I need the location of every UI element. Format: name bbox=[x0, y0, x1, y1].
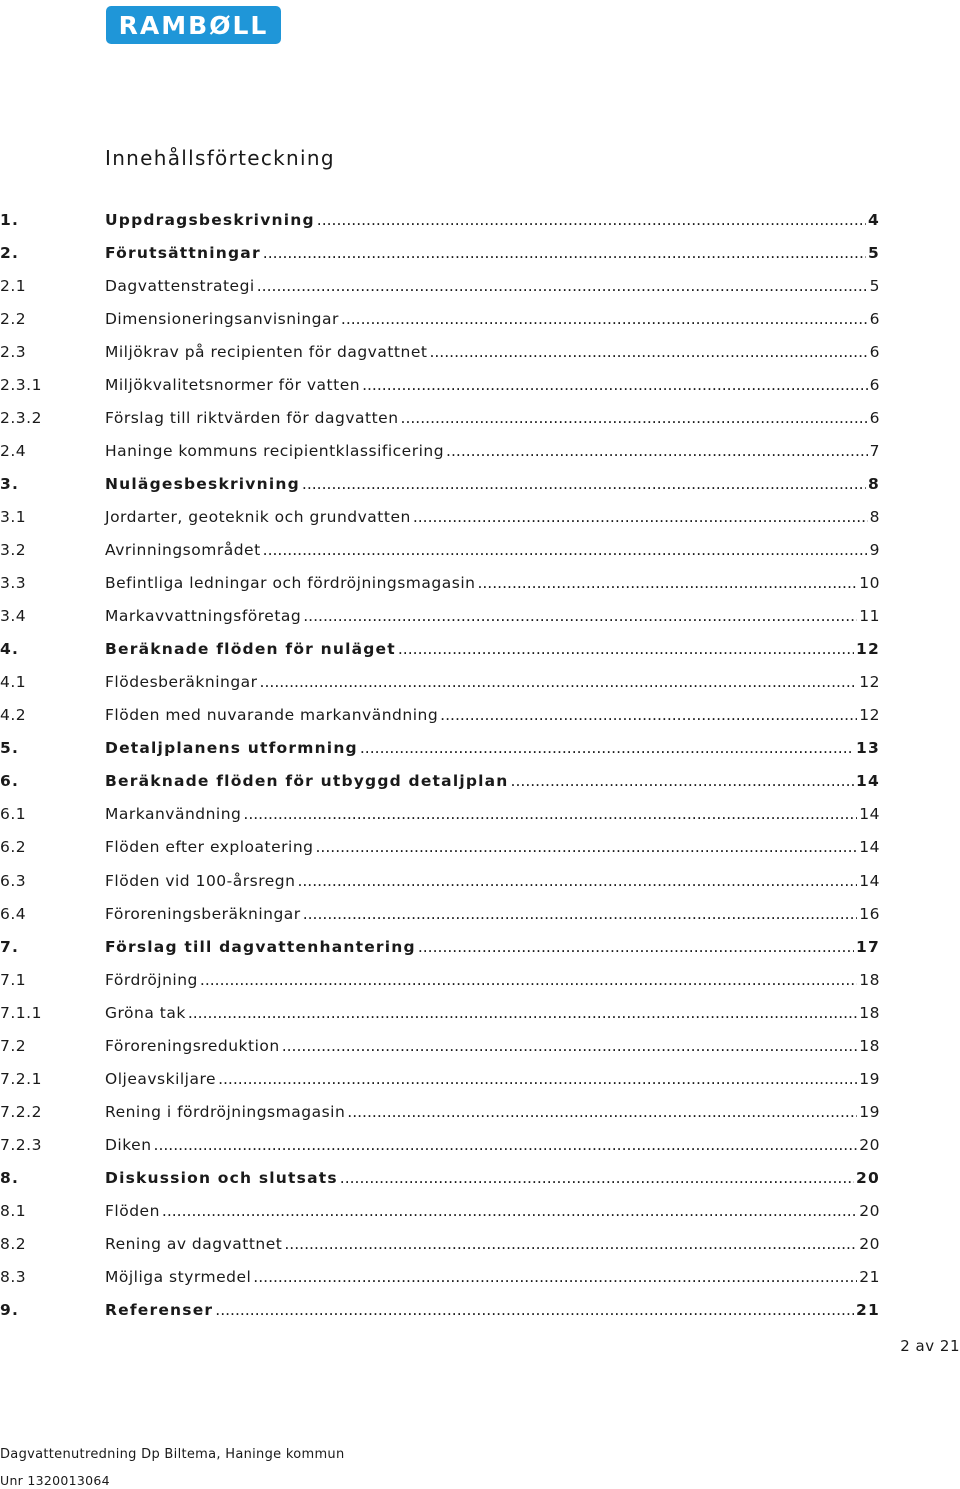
toc-entry-label: Flöden efter exploatering bbox=[105, 838, 314, 857]
toc-entry[interactable] bbox=[0, 434, 880, 467]
toc-entry-number: 5. bbox=[0, 739, 20, 758]
toc-entry-number: 8.1 bbox=[0, 1202, 27, 1220]
toc-entry-page: 20 bbox=[859, 1135, 880, 1154]
toc-entry-number: 2.3.1 bbox=[0, 375, 42, 394]
toc-entry-number: 8. bbox=[0, 1168, 20, 1187]
toc-dot-leader bbox=[429, 343, 867, 361]
toc-entry-page: 21 bbox=[859, 1268, 880, 1287]
toc-entry-page: 5 bbox=[868, 243, 880, 262]
toc-entry-page: 12 bbox=[856, 640, 880, 659]
toc-dot-leader bbox=[418, 938, 854, 956]
toc-entry-number: 6.1 bbox=[0, 805, 27, 824]
toc-entry[interactable] bbox=[0, 699, 880, 732]
toc-entry-number: 8.2 bbox=[0, 1235, 27, 1254]
toc-entry-page: 14 bbox=[859, 805, 880, 824]
toc-entry[interactable] bbox=[0, 831, 880, 864]
toc-entry-label: Miljökvalitetsnormer för vatten bbox=[105, 375, 361, 394]
toc-entry-label: Beräknade flöden för nuläget bbox=[105, 640, 396, 659]
toc-dot-leader bbox=[413, 508, 868, 526]
toc-entry-number: 2.3.2 bbox=[0, 408, 42, 427]
toc-entry-number: 4.2 bbox=[0, 706, 27, 725]
toc-entry[interactable] bbox=[0, 368, 880, 401]
toc-dot-leader bbox=[446, 442, 868, 460]
toc-dot-leader bbox=[302, 475, 866, 493]
toc-dot-leader bbox=[317, 211, 866, 229]
toc-heading: Innehållsförteckning bbox=[105, 146, 335, 170]
toc-entry-label: Avrinningsområdet bbox=[105, 541, 261, 559]
toc-entry-page: 21 bbox=[856, 1301, 880, 1320]
toc-entry[interactable] bbox=[0, 666, 880, 699]
toc-entry[interactable] bbox=[0, 897, 880, 930]
toc-entry-label: Referenser bbox=[105, 1301, 214, 1320]
toc-dot-leader bbox=[188, 1004, 857, 1022]
toc-entry-number: 6.2 bbox=[0, 838, 27, 857]
toc-entry-page: 8 bbox=[869, 507, 880, 526]
toc-entry[interactable] bbox=[0, 732, 880, 765]
toc-entry-number: 8.3 bbox=[0, 1268, 27, 1287]
toc-entry-label: Markanvändning bbox=[105, 805, 242, 824]
toc-dot-leader bbox=[282, 1037, 858, 1055]
toc-entry[interactable] bbox=[0, 996, 880, 1029]
toc-entry-page: 4 bbox=[868, 210, 880, 229]
toc-entry-number: 4. bbox=[0, 640, 20, 659]
toc-entry-label: Flöden bbox=[105, 1202, 160, 1220]
toc-dot-leader bbox=[263, 244, 866, 262]
toc-entry-page: 20 bbox=[856, 1168, 880, 1187]
toc-entry-page: 6 bbox=[869, 342, 880, 361]
toc-entry-number: 1. bbox=[0, 210, 20, 229]
toc-entry-page: 9 bbox=[869, 541, 880, 559]
toc-entry-page: 10 bbox=[859, 574, 880, 593]
toc-entry-number: 3. bbox=[0, 474, 20, 493]
toc-dot-leader bbox=[162, 1202, 857, 1220]
toc-dot-leader bbox=[341, 310, 868, 328]
toc-entry[interactable] bbox=[0, 500, 880, 533]
toc-entry-page: 14 bbox=[856, 772, 880, 791]
toc-entry-label: Föroreningsreduktion bbox=[105, 1036, 280, 1055]
toc-entry-label: Flöden med nuvarande markanvändning bbox=[105, 706, 439, 725]
toc-entry[interactable] bbox=[0, 1062, 880, 1095]
toc-dot-leader bbox=[360, 739, 854, 757]
toc-entry-number: 7.2.2 bbox=[0, 1102, 42, 1121]
toc-entry-page: 16 bbox=[859, 904, 880, 923]
toc-entry-page: 5 bbox=[869, 276, 880, 295]
toc-entry-number: 2.3 bbox=[0, 342, 27, 361]
toc-entry[interactable] bbox=[0, 467, 880, 500]
toc-dot-leader bbox=[511, 772, 854, 790]
toc-entry-page: 7 bbox=[869, 441, 880, 460]
toc-entry-number: 7.1 bbox=[0, 970, 27, 989]
toc-entry-label: Rening i fördröjningsmagasin bbox=[105, 1102, 346, 1121]
toc-dot-leader bbox=[340, 1169, 854, 1187]
toc-entry-label: Miljökrav på recipienten för dagvattnet bbox=[105, 342, 428, 361]
toc-entry-label: Rening av dagvattnet bbox=[105, 1235, 283, 1254]
toc-entry-page: 17 bbox=[856, 937, 880, 956]
toc-entry-label: Flödesberäkningar bbox=[105, 673, 258, 692]
toc-entry[interactable] bbox=[0, 236, 880, 269]
toc-dot-leader bbox=[154, 1136, 858, 1154]
toc-entry-label: Jordarter, geoteknik och grundvatten bbox=[105, 507, 411, 526]
toc-entry-label: Markavvattningsföretag bbox=[105, 607, 302, 626]
toc-entry[interactable] bbox=[0, 534, 880, 567]
toc-entry-number: 7. bbox=[0, 937, 20, 956]
toc-entry-number: 4.1 bbox=[0, 673, 27, 692]
toc-entry-label: Oljeavskiljare bbox=[105, 1069, 217, 1088]
toc-dot-leader bbox=[362, 376, 868, 394]
page-number: 2 av 21 bbox=[900, 1337, 960, 1355]
toc-dot-leader bbox=[303, 607, 857, 625]
toc-entry-label: Beräknade flöden för utbyggd detaljplan bbox=[105, 772, 509, 791]
toc-entry-label: Fördröjning bbox=[105, 970, 198, 989]
toc-entry-label: Möjliga styrmedel bbox=[105, 1268, 252, 1287]
toc-entry-page: 14 bbox=[859, 871, 880, 890]
toc-entry-page: 18 bbox=[859, 1003, 880, 1022]
toc-dot-leader bbox=[401, 409, 868, 427]
toc-entry[interactable] bbox=[0, 1228, 880, 1261]
toc-entry-number: 7.2.3 bbox=[0, 1135, 42, 1154]
toc-dot-leader bbox=[440, 706, 857, 724]
toc-entry-label: Diken bbox=[105, 1135, 152, 1154]
toc-entry-page: 6 bbox=[869, 408, 880, 427]
toc-dot-leader bbox=[315, 838, 857, 856]
toc-entry-number: 2.4 bbox=[0, 441, 27, 460]
toc-entry-page: 12 bbox=[859, 706, 880, 725]
toc-dot-leader bbox=[215, 1301, 854, 1319]
toc-dot-leader bbox=[477, 574, 857, 592]
toc-entry-label: Förutsättningar bbox=[105, 243, 261, 262]
toc-dot-leader bbox=[284, 1235, 857, 1253]
toc-entry[interactable] bbox=[0, 269, 880, 302]
toc-entry[interactable] bbox=[0, 401, 880, 434]
toc-entry[interactable] bbox=[0, 798, 880, 831]
toc-entry-label: Flöden vid 100-årsregn bbox=[105, 871, 296, 890]
toc-entry-number: 3.1 bbox=[0, 507, 27, 526]
toc-entry-number: 9. bbox=[0, 1301, 20, 1320]
toc-entry-page: 12 bbox=[859, 673, 880, 692]
toc-entry[interactable] bbox=[0, 335, 880, 368]
toc-dot-leader bbox=[257, 277, 868, 295]
toc-entry-label: Nulägesbeskrivning bbox=[105, 474, 300, 493]
toc-entry-label: Förslag till riktvärden för dagvatten bbox=[105, 408, 399, 427]
toc-entry-page: 8 bbox=[868, 474, 880, 493]
toc-entry-page: 18 bbox=[859, 970, 880, 989]
toc-entry-label: Diskussion och slutsats bbox=[105, 1168, 338, 1187]
toc-entry-page: 19 bbox=[859, 1102, 880, 1121]
toc-entry-page: 18 bbox=[859, 1036, 880, 1055]
toc-entry[interactable] bbox=[0, 1195, 880, 1228]
toc-entry-label: Dimensioneringsanvisningar bbox=[105, 309, 339, 328]
toc-entry[interactable] bbox=[0, 203, 880, 236]
toc-entry-label: Förslag till dagvattenhantering bbox=[105, 937, 416, 956]
toc-entry-number: 3.2 bbox=[0, 541, 27, 559]
toc-entry-page: 6 bbox=[869, 375, 880, 394]
toc-dot-leader bbox=[218, 1070, 857, 1088]
toc-entry-number: 3.3 bbox=[0, 574, 27, 593]
toc-entry-page: 20 bbox=[859, 1202, 880, 1220]
toc-dot-leader bbox=[398, 640, 854, 658]
toc-entry[interactable] bbox=[0, 930, 880, 963]
toc-entry[interactable] bbox=[0, 633, 880, 666]
toc-entry[interactable] bbox=[0, 1128, 880, 1161]
toc-entry-number: 7.1.1 bbox=[0, 1003, 42, 1022]
toc-entry[interactable] bbox=[0, 1261, 880, 1294]
footer-document-title: Dagvattenutredning Dp Biltema, Haninge kommun bbox=[0, 1447, 345, 1462]
footer-reference-number: Unr 1320013064 bbox=[0, 1473, 110, 1488]
toc-entry-label: Föroreningsberäkningar bbox=[105, 904, 301, 923]
toc-entry-label: Haninge kommuns recipientklassificering bbox=[105, 441, 445, 460]
toc-entry[interactable] bbox=[0, 600, 880, 633]
toc-entry-label: Detaljplanens utformning bbox=[105, 739, 358, 758]
toc-entry-label: Befintliga ledningar och fördröjningsmagasin bbox=[105, 574, 476, 593]
toc-entry[interactable] bbox=[0, 963, 880, 996]
toc-entry-number: 2. bbox=[0, 243, 20, 262]
ramboll-logo bbox=[106, 6, 281, 44]
toc-entry-page: 20 bbox=[859, 1235, 880, 1254]
toc-dot-leader bbox=[260, 673, 858, 691]
toc-dot-leader bbox=[303, 905, 858, 923]
toc-dot-leader bbox=[263, 541, 868, 559]
toc-dot-leader bbox=[243, 805, 857, 823]
toc-entry-number: 2.2 bbox=[0, 309, 27, 328]
toc-entry-number: 7.2.1 bbox=[0, 1069, 42, 1088]
toc-entry-page: 6 bbox=[869, 309, 880, 328]
toc-entry-label: Dagvattenstrategi bbox=[105, 276, 255, 295]
toc-entry[interactable] bbox=[0, 1029, 880, 1062]
toc-entry-label: Uppdragsbeskrivning bbox=[105, 210, 315, 229]
toc-entry-number: 6.4 bbox=[0, 904, 27, 923]
toc-entry[interactable] bbox=[0, 567, 880, 600]
toc-entry-number: 6.3 bbox=[0, 871, 27, 890]
toc-entry-page: 14 bbox=[859, 838, 880, 857]
toc-dot-leader bbox=[347, 1103, 857, 1121]
toc-entry-page: 13 bbox=[856, 739, 880, 758]
toc-entry-number: 7.2 bbox=[0, 1036, 27, 1055]
logo-text: RAMBØLL bbox=[118, 10, 269, 40]
toc-entry-page: 19 bbox=[859, 1069, 880, 1088]
toc-dot-leader bbox=[253, 1268, 857, 1286]
toc-entry-number: 3.4 bbox=[0, 607, 27, 626]
toc-entry-number: 6. bbox=[0, 772, 20, 791]
toc-entry-label: Gröna tak bbox=[105, 1003, 186, 1022]
toc-entry[interactable] bbox=[0, 1095, 880, 1128]
toc-entry-number: 2.1 bbox=[0, 276, 27, 295]
toc-entry[interactable] bbox=[0, 1294, 880, 1327]
toc-entry[interactable] bbox=[0, 302, 880, 335]
toc-entry-page: 11 bbox=[859, 607, 880, 626]
toc-dot-leader bbox=[297, 872, 857, 890]
toc-dot-leader bbox=[200, 971, 857, 989]
toc-entry[interactable] bbox=[0, 864, 880, 897]
toc-entry[interactable] bbox=[0, 765, 880, 798]
toc-entry[interactable] bbox=[0, 1161, 880, 1194]
